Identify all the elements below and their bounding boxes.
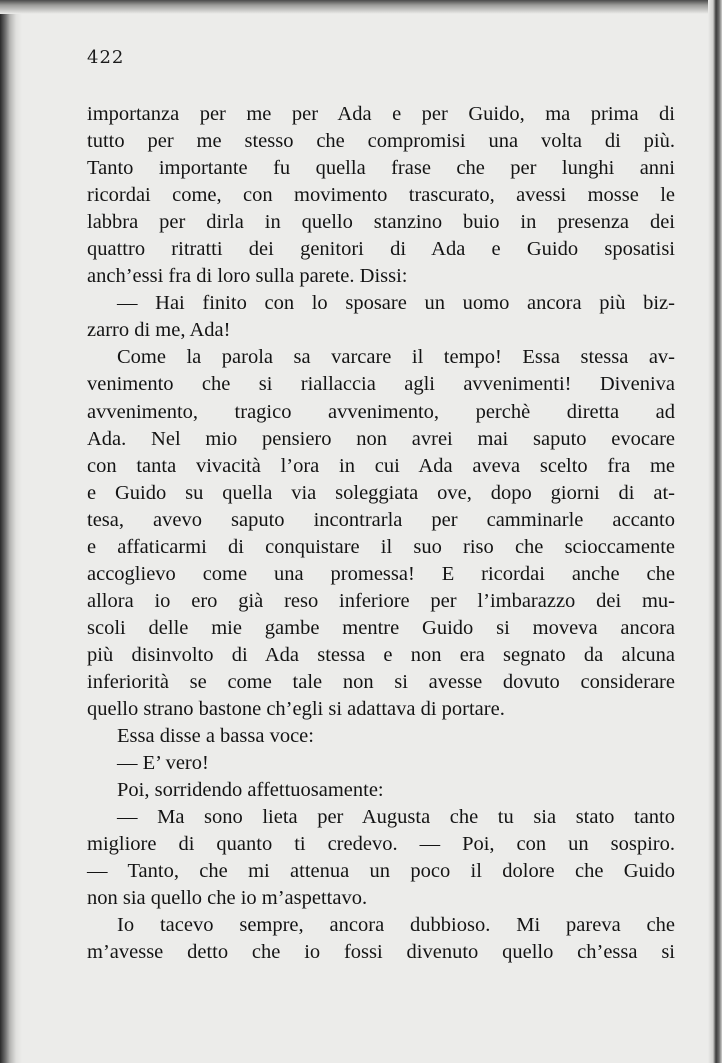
body-text [87,101,675,967]
top-edge-shadow [0,0,722,14]
text-line: accoglievo come una promessa! E ricordai anche che [87,562,675,585]
text-line: — E’ vero! [117,752,209,775]
book-gutter-shadow [0,0,22,1063]
text-line: zarro di me, Ada! [87,319,231,342]
text-line: scoli delle mie gambe mentre Guido si moveva ancora [87,616,675,639]
page-number: 422 [87,47,125,68]
text-line: — Ma sono lieta per Augusta che tu sia stato tanto [117,806,675,829]
text-line: labbra per dirla in quello stanzino buio in presenza dei [87,211,675,234]
text-line: Come la parola sa varcare il tempo! Essa stessa av- [117,346,675,369]
text-line: — Hai finito con lo sposare un uomo ancora più biz- [117,292,675,315]
text-line: quattro ritratti dei genitori di Ada e Guido sposatisi [87,238,675,261]
text-line: venimento che si riallaccia agli avvenimenti! Diveniva [87,373,675,396]
text-line: e Guido su quella via soleggiata ove, dopo giorni di at- [87,481,675,504]
text-line: Essa disse a bassa voce: [117,725,314,748]
text-line: non sia quello che io m’aspettavo. [87,887,368,910]
text-line: con tanta vivacità l’ora in cui Ada aveva scelto fra me [87,454,675,477]
text-line: e affaticarmi di conquistare il suo riso che scioccamente [87,535,675,558]
text-line: tutto per me stesso che compromisi una volta di più. [87,130,675,153]
text-line: Poi, sorridendo affettuosamente: [117,779,384,802]
right-edge-shadow [708,0,722,1063]
text-line: avvenimento, tragico avvenimento, perchè diretta ad [87,400,675,423]
text-line: più disinvolto di Ada stessa e non era segnato da alcuna [87,643,675,666]
text-line: Ada. Nel mio pensiero non avrei mai saputo evocare [87,427,675,450]
text-line: anch’essi fra di loro sulla parete. Dissi: [87,265,408,288]
text-line: ricordai come, con movimento trascurato, avessi mosse le [87,184,675,207]
text-line: quello strano bastone ch’egli si adattava di portare. [87,698,505,721]
text-line: Io tacevo sempre, ancora dubbioso. Mi pareva che [117,914,675,937]
text-line: — Tanto, che mi attenua un poco il dolore che Guido [87,860,675,883]
text-line: migliore di quanto ti credevo. — Poi, con un sospiro. [87,833,675,856]
text-line: inferiorità se come tale non si avesse dovuto considerare [87,670,675,693]
text-line: allora io ero già reso inferiore per l’imbarazzo dei mu- [87,589,675,612]
text-line: m’avesse detto che io fossi divenuto quello ch’essa si [87,941,675,964]
text-line: tesa, avevo saputo incontrarla per camminarle accanto [87,508,675,531]
text-line: importanza per me per Ada e per Guido, ma prima di [87,103,675,125]
text-line: Tanto importante fu quella frase che per lunghi anni [87,157,675,180]
